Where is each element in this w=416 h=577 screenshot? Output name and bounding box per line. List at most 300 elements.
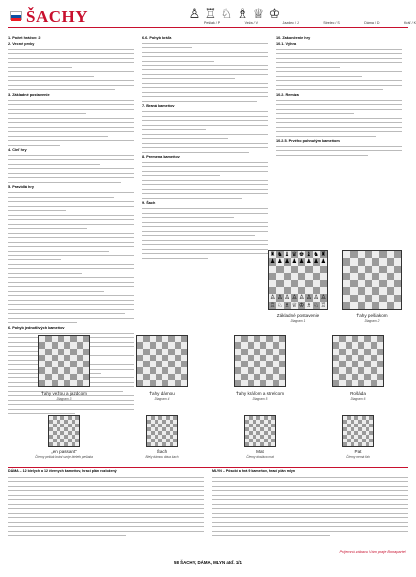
board-square: ♙ bbox=[298, 294, 305, 302]
diagram-caption: Ťahy pešiakom bbox=[356, 313, 388, 318]
text-line bbox=[8, 163, 100, 166]
text-line bbox=[8, 534, 126, 537]
diagram-caption: Ťahy vežou a jazdcom bbox=[41, 391, 87, 396]
text-line bbox=[8, 70, 134, 73]
text-line bbox=[8, 232, 134, 235]
text-line bbox=[212, 476, 408, 479]
board-square bbox=[358, 287, 365, 294]
text-line bbox=[8, 245, 134, 248]
board-square bbox=[365, 273, 372, 280]
text-line bbox=[142, 179, 268, 182]
board-square bbox=[365, 287, 372, 294]
board-square bbox=[271, 442, 275, 446]
text-line bbox=[8, 317, 134, 320]
text-line bbox=[142, 115, 268, 118]
board-square bbox=[379, 302, 386, 309]
section-heading-mlyn: MLYN – Pôsobí a hrá 9 kameňov, hrací plán mlyn bbox=[212, 469, 296, 473]
text-line bbox=[8, 154, 134, 157]
text-line bbox=[8, 494, 204, 497]
text-line bbox=[8, 75, 94, 78]
board-square bbox=[75, 442, 79, 446]
chessboard-check bbox=[146, 415, 178, 447]
board-square bbox=[350, 273, 357, 280]
board-square bbox=[358, 251, 365, 258]
board-square bbox=[394, 266, 401, 273]
board-square: ♗ bbox=[284, 301, 290, 309]
board-square bbox=[284, 287, 291, 294]
text-line bbox=[8, 139, 134, 142]
diagram-label: Čierny nemá ťah bbox=[346, 455, 370, 459]
text-line bbox=[8, 294, 134, 297]
text-line bbox=[276, 70, 402, 73]
text-line bbox=[8, 214, 134, 217]
diagram-caption: Pat bbox=[354, 449, 362, 454]
text-line bbox=[8, 218, 134, 221]
board-square bbox=[173, 442, 177, 446]
board-square: ♟ bbox=[320, 258, 327, 266]
board-square bbox=[358, 302, 365, 309]
piece-name: Strelec / S bbox=[323, 21, 340, 25]
board-square bbox=[276, 280, 283, 287]
board-square bbox=[305, 273, 312, 280]
chessboard-en-passant bbox=[48, 415, 80, 447]
board-square bbox=[379, 295, 386, 302]
board-square bbox=[394, 251, 401, 258]
text-line bbox=[142, 42, 268, 45]
text-line bbox=[142, 216, 234, 219]
text-line bbox=[276, 130, 402, 133]
board-square bbox=[350, 295, 357, 302]
column-2 bbox=[142, 34, 268, 261]
text-line bbox=[276, 108, 402, 111]
diagram-label: Diagram 6 bbox=[350, 397, 366, 401]
text-line bbox=[142, 165, 268, 168]
board-square: ♛ bbox=[291, 251, 298, 258]
text-line bbox=[8, 172, 134, 175]
board-square bbox=[343, 258, 350, 265]
text-line bbox=[142, 207, 268, 210]
board-square: ♔ bbox=[298, 301, 305, 309]
chessboard-queen bbox=[136, 335, 188, 387]
text-line bbox=[276, 61, 402, 64]
page-footer: 58 ŠACHY, DÁMA, MLYN atď. 1/1 bbox=[174, 560, 242, 565]
diagram-label: Diagram 2 bbox=[364, 319, 380, 323]
board-square bbox=[269, 287, 276, 294]
board-square bbox=[394, 273, 401, 280]
board-square bbox=[358, 295, 365, 302]
board-square bbox=[305, 266, 312, 273]
board-square bbox=[350, 287, 357, 294]
diagram-caption: Ťahy dámou bbox=[149, 391, 175, 396]
piece-name: Kráľ / K bbox=[403, 21, 416, 25]
chessboard-start bbox=[268, 250, 328, 310]
board-square: ♖ bbox=[269, 301, 276, 309]
text-line bbox=[8, 135, 108, 138]
text-line bbox=[212, 485, 408, 488]
text-line bbox=[8, 512, 204, 515]
text-line bbox=[142, 174, 220, 177]
diagram-label: Čierny pešiak bráni svoje bielefo pešiaka bbox=[35, 455, 93, 459]
text-line bbox=[276, 135, 376, 138]
text-line bbox=[8, 498, 204, 501]
text-line bbox=[8, 79, 134, 82]
board-square: ♙ bbox=[269, 294, 276, 302]
board-square bbox=[372, 251, 379, 258]
text-line bbox=[212, 512, 408, 515]
board-square: ♙ bbox=[291, 294, 298, 302]
board-square bbox=[394, 280, 401, 287]
text-line bbox=[8, 112, 86, 115]
board-square bbox=[320, 280, 327, 287]
chessboard-castling bbox=[332, 335, 384, 387]
board-square: ♟ bbox=[284, 258, 290, 266]
section-heading: 5. Pravidlá hry bbox=[8, 185, 34, 190]
text-line bbox=[212, 489, 408, 492]
board-square bbox=[350, 266, 357, 273]
diagram-caption: Mat bbox=[256, 449, 264, 454]
board-square bbox=[394, 287, 401, 294]
text-line bbox=[276, 154, 368, 157]
diagram-label: Diagram 3 bbox=[56, 397, 72, 401]
board-square bbox=[313, 273, 320, 280]
text-line bbox=[8, 158, 134, 161]
board-square bbox=[394, 258, 401, 265]
board-square bbox=[276, 273, 283, 280]
text-line bbox=[8, 480, 204, 483]
text-line bbox=[8, 144, 60, 147]
text-line bbox=[8, 272, 82, 275]
text-line bbox=[8, 321, 77, 324]
board-square: ♖ bbox=[320, 301, 327, 309]
board-square bbox=[387, 302, 394, 309]
board-square bbox=[387, 251, 394, 258]
text-line bbox=[276, 66, 340, 69]
text-line bbox=[142, 137, 228, 140]
board-square: ♝ bbox=[284, 251, 290, 258]
board-square bbox=[394, 302, 401, 309]
board-square: ♞ bbox=[313, 251, 319, 258]
text-line bbox=[8, 52, 134, 55]
text-line bbox=[8, 200, 134, 203]
board-square bbox=[343, 251, 350, 258]
board-square bbox=[284, 280, 291, 287]
text-line bbox=[8, 525, 204, 528]
board-square bbox=[298, 280, 305, 287]
board-square bbox=[372, 287, 379, 294]
section-heading: 10.2. Remíza bbox=[276, 92, 299, 97]
board-square bbox=[284, 266, 291, 273]
board-square bbox=[358, 273, 365, 280]
board-square bbox=[350, 258, 357, 265]
board-square bbox=[379, 266, 386, 273]
section-heading: 10. Zakončenie hry bbox=[276, 35, 311, 40]
text-line bbox=[212, 507, 408, 510]
text-line bbox=[142, 192, 268, 195]
slogan: Príjemnú zábavu Vám praje Bonaparte! bbox=[339, 550, 406, 554]
board-square bbox=[320, 287, 327, 294]
text-line bbox=[142, 151, 249, 154]
text-line bbox=[276, 79, 402, 82]
text-line bbox=[8, 308, 134, 311]
text-line bbox=[8, 117, 134, 120]
text-line bbox=[8, 503, 204, 506]
board-square bbox=[372, 280, 379, 287]
text-line bbox=[142, 91, 268, 94]
text-line bbox=[142, 183, 268, 186]
queen-icon: ♕ bbox=[252, 7, 265, 22]
board-square bbox=[320, 266, 327, 273]
board-square bbox=[387, 258, 394, 265]
board-square: ♙ bbox=[306, 294, 312, 302]
board-square: ♟ bbox=[313, 258, 319, 266]
text-line bbox=[8, 108, 134, 111]
diagram-caption: Rošáda bbox=[350, 391, 366, 396]
text-line bbox=[8, 258, 61, 261]
board-square bbox=[305, 287, 312, 294]
board-square bbox=[379, 287, 386, 294]
text-line bbox=[8, 263, 134, 266]
board-square: ♚ bbox=[298, 251, 305, 258]
king-icon: ♔ bbox=[268, 7, 281, 22]
column-3 bbox=[276, 34, 402, 234]
text-line bbox=[8, 281, 134, 284]
board-square: ♟ bbox=[298, 258, 305, 266]
board-square bbox=[365, 280, 372, 287]
text-line bbox=[212, 525, 408, 528]
board-square bbox=[387, 273, 394, 280]
text-line bbox=[142, 170, 268, 173]
text-line bbox=[8, 236, 134, 239]
board-square: ♘ bbox=[313, 301, 319, 309]
piece-icons bbox=[188, 8, 281, 21]
text-line bbox=[8, 485, 204, 488]
board-square bbox=[358, 266, 365, 273]
diagram-label: Diagram 1 bbox=[290, 319, 306, 323]
board-square bbox=[372, 258, 379, 265]
bottom-right-text bbox=[212, 476, 408, 539]
section-heading: 4. Cieľ hry bbox=[8, 148, 27, 153]
section-heading: 8. Premena kameňov bbox=[142, 155, 180, 160]
board-square bbox=[394, 295, 401, 302]
board-square bbox=[305, 280, 312, 287]
text-line bbox=[8, 61, 134, 64]
text-line bbox=[142, 110, 268, 113]
board-square bbox=[387, 266, 394, 273]
board-square bbox=[284, 273, 291, 280]
board-square bbox=[372, 295, 379, 302]
text-line bbox=[142, 188, 268, 191]
text-line bbox=[142, 257, 208, 260]
chessboard-pawn bbox=[342, 250, 402, 310]
board-square bbox=[372, 266, 379, 273]
board-square bbox=[343, 302, 350, 309]
text-line bbox=[212, 503, 408, 506]
piece-name: Veža / V bbox=[244, 21, 259, 25]
text-line bbox=[8, 489, 204, 492]
section-heading: 1. Počet hráčov: 2 bbox=[8, 35, 41, 40]
board-square bbox=[343, 280, 350, 287]
board-square bbox=[276, 287, 283, 294]
text-line bbox=[8, 507, 204, 510]
board-square bbox=[350, 302, 357, 309]
text-line bbox=[142, 133, 268, 136]
board-square bbox=[320, 273, 327, 280]
text-line bbox=[212, 516, 408, 519]
text-line bbox=[142, 100, 257, 103]
text-line bbox=[276, 75, 362, 78]
text-line bbox=[142, 73, 268, 76]
board-square bbox=[291, 280, 298, 287]
board-square bbox=[313, 287, 320, 294]
knight-icon: ♘ bbox=[220, 7, 233, 22]
text-line bbox=[8, 521, 204, 524]
board-square bbox=[313, 266, 320, 273]
text-line bbox=[8, 176, 134, 179]
text-line bbox=[8, 57, 134, 60]
board-square bbox=[387, 280, 394, 287]
text-line bbox=[8, 84, 134, 87]
text-line bbox=[142, 225, 268, 228]
text-line bbox=[8, 48, 134, 51]
text-line bbox=[8, 299, 134, 302]
diagram-caption: Šach bbox=[156, 449, 168, 454]
board-square bbox=[181, 380, 187, 386]
rook-icon: ♖ bbox=[204, 7, 217, 22]
piece-name: Dáma / D bbox=[364, 21, 380, 25]
text-line bbox=[8, 167, 134, 170]
board-square: ♙ bbox=[313, 294, 319, 302]
board-square bbox=[291, 287, 298, 294]
text-line bbox=[142, 86, 268, 89]
board-square bbox=[276, 266, 283, 273]
text-line bbox=[8, 285, 134, 288]
text-line bbox=[276, 126, 402, 129]
text-line bbox=[142, 64, 268, 67]
text-line bbox=[142, 146, 268, 149]
section-heading: 10.1. Výhra bbox=[276, 42, 297, 47]
board-square bbox=[298, 287, 305, 294]
board-square: ♙ bbox=[320, 294, 327, 302]
board-square bbox=[269, 273, 276, 280]
text-line bbox=[142, 60, 214, 63]
board-square bbox=[365, 258, 372, 265]
board-square bbox=[298, 273, 305, 280]
board-square: ♗ bbox=[306, 301, 312, 309]
text-line bbox=[276, 145, 402, 148]
text-line bbox=[276, 112, 354, 115]
text-line bbox=[142, 119, 268, 122]
text-line bbox=[8, 408, 134, 411]
text-line bbox=[8, 530, 204, 533]
bottom-left-text bbox=[8, 476, 204, 539]
piece-names bbox=[204, 21, 416, 25]
board-square: ♟ bbox=[269, 258, 276, 266]
chessboard-king-bishop bbox=[234, 335, 286, 387]
text-line bbox=[276, 149, 402, 152]
board-square bbox=[291, 266, 298, 273]
board-square bbox=[387, 287, 394, 294]
text-line bbox=[142, 161, 268, 164]
board-square bbox=[379, 258, 386, 265]
board-square: ♙ bbox=[277, 294, 283, 302]
text-line bbox=[8, 181, 121, 184]
text-line bbox=[142, 46, 192, 49]
text-line bbox=[8, 130, 134, 133]
text-line bbox=[8, 126, 134, 129]
text-line bbox=[142, 77, 235, 80]
text-line bbox=[142, 197, 242, 200]
diagram-caption: Ťahy kráľom a strelcom bbox=[235, 391, 285, 396]
text-line bbox=[142, 234, 255, 237]
board-square: ♘ bbox=[277, 301, 283, 309]
board-square bbox=[279, 380, 285, 386]
board-square bbox=[379, 273, 386, 280]
text-line bbox=[8, 303, 134, 306]
bottom-section-headings bbox=[8, 467, 408, 473]
text-line bbox=[276, 84, 402, 87]
text-line bbox=[142, 68, 268, 71]
text-line bbox=[8, 267, 134, 270]
board-square bbox=[387, 295, 394, 302]
text-line bbox=[142, 95, 268, 98]
page-title: ŠACHY bbox=[26, 7, 89, 26]
piece-name: Pešiak / P bbox=[204, 21, 221, 25]
text-line bbox=[142, 252, 268, 255]
board-square: ♞ bbox=[277, 251, 283, 258]
text-line bbox=[276, 88, 383, 91]
text-line bbox=[212, 534, 330, 537]
section-heading: 2. Vecné prvky bbox=[8, 42, 35, 47]
text-line bbox=[8, 250, 109, 253]
text-line bbox=[142, 230, 268, 233]
diagram-label: Čierny dostáva mat bbox=[246, 455, 274, 459]
board-square bbox=[358, 280, 365, 287]
text-line bbox=[212, 530, 408, 533]
text-line bbox=[142, 243, 268, 246]
board-square bbox=[379, 251, 386, 258]
text-line bbox=[8, 223, 134, 226]
chessboard-mate bbox=[244, 415, 276, 447]
section-heading: 10.2.5. Prvého pohnutým kameňom bbox=[276, 139, 340, 144]
text-line bbox=[276, 52, 402, 55]
section-heading: 7. Braná kameňov bbox=[142, 104, 175, 109]
text-line bbox=[8, 403, 134, 406]
text-line bbox=[8, 103, 134, 106]
board-square bbox=[83, 380, 89, 386]
board-square: ♜ bbox=[320, 251, 327, 258]
section-heading: 6. Pohyb jednotlivých kameňov bbox=[8, 325, 65, 330]
board-square bbox=[343, 266, 350, 273]
board-square bbox=[372, 302, 379, 309]
board-square bbox=[365, 295, 372, 302]
text-line bbox=[8, 276, 134, 279]
text-line bbox=[142, 142, 268, 145]
text-line bbox=[8, 66, 72, 69]
diagram-label: Diagram 4 bbox=[154, 397, 170, 401]
board-square bbox=[298, 266, 305, 273]
text-line bbox=[142, 212, 268, 215]
board-square bbox=[291, 273, 298, 280]
diagram-caption: Základné postavenie bbox=[276, 313, 320, 318]
board-square bbox=[372, 273, 379, 280]
text-line bbox=[8, 516, 204, 519]
text-line bbox=[8, 332, 134, 335]
board-square bbox=[365, 302, 372, 309]
board-square bbox=[343, 287, 350, 294]
bishop-icon: ♗ bbox=[236, 7, 249, 22]
board-square: ♕ bbox=[291, 301, 298, 309]
section-heading: 6.6. Pohyb kráľa bbox=[142, 35, 172, 40]
